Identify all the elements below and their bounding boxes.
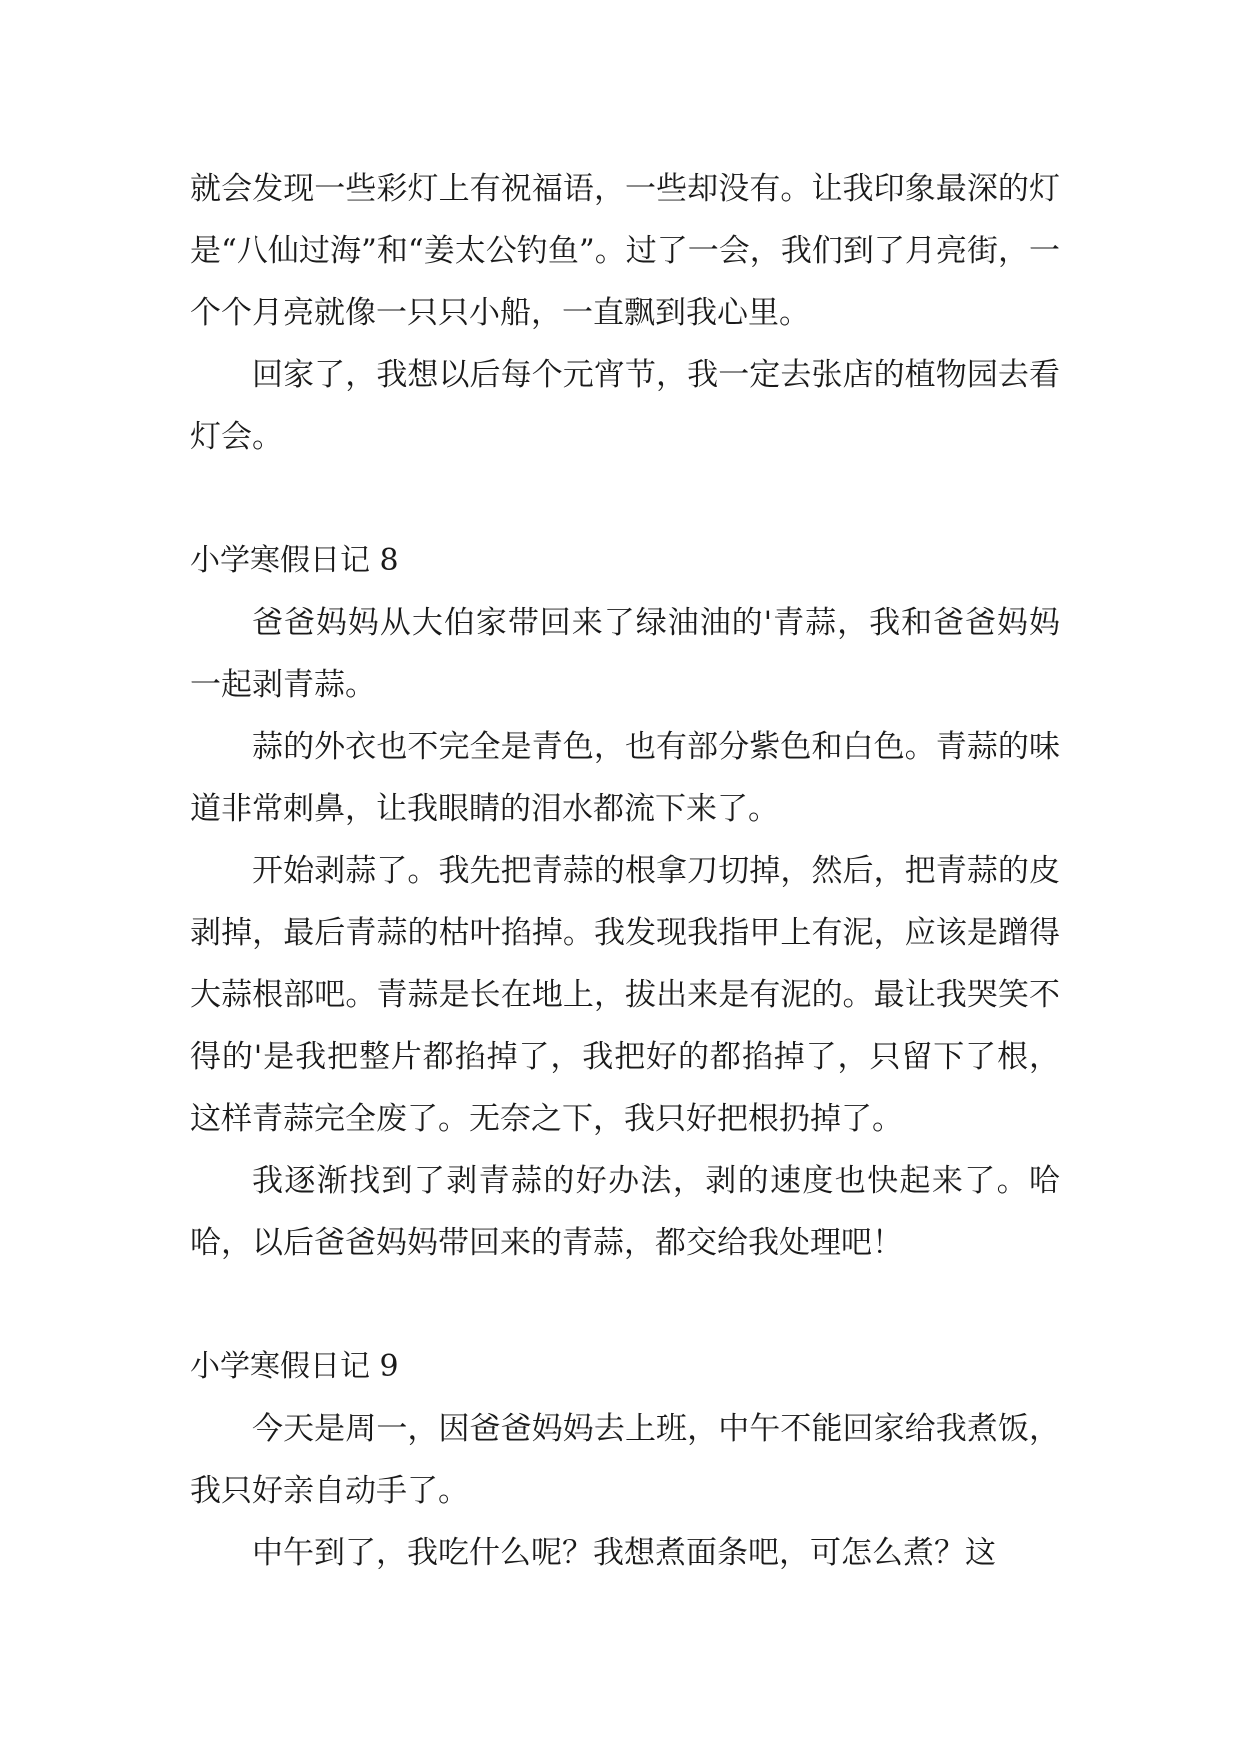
paragraph: 我逐渐找到了剥青蒜的好办法，剥的速度也快起来了。哈哈，以后爸爸妈妈带回来的青蒜，都交给我处理吧！	[190, 1163, 1060, 1261]
paragraph-continued: 就会发现一些彩灯上有祝福语，一些却没有。让我印象最深的灯是“八仙过海”和“姜太公钓鱼”。过了一会，我们到了月亮街，一个个月亮就像一只只小船，一直飘到我心里。	[190, 171, 1060, 331]
paragraph: 中午到了，我吃什么呢？我想煮面条吧，可怎么煮？这	[252, 1535, 996, 1571]
document-body	[190, 158, 1060, 1584]
section-title: 小学寒假日记 9	[190, 1349, 399, 1384]
paragraph: 爸爸妈妈从大伯家带回来了绿油油的'青蒜，我和爸爸妈妈一起剥青蒜。	[190, 605, 1060, 703]
paragraph: 开始剥蒜了。我先把青蒜的根拿刀切掉，然后，把青蒜的皮剥掉，最后青蒜的枯叶掐掉。我发现我指甲上有泥，应该是蹭得大蒜根部吧。青蒜是长在地上，拔出来是有泥的。最让我哭笑不得的'是我把整片都掐掉了，我把好的都掐掉了，只留下了根，这样青蒜完全废了。无奈之下，我只好把根扔掉了。	[190, 853, 1060, 1137]
paragraph: 蒜的外衣也不完全是青色，也有部分紫色和白色。青蒜的味道非常刺鼻，让我眼睛的泪水都流下来了。	[190, 729, 1060, 827]
paragraph: 回家了，我想以后每个元宵节，我一定去张店的植物园去看灯会。	[190, 357, 1060, 455]
section-title: 小学寒假日记 8	[190, 543, 399, 578]
paragraph: 今天是周一，因爸爸妈妈去上班，中午不能回家给我煮饭，我只好亲自动手了。	[190, 1411, 1060, 1509]
